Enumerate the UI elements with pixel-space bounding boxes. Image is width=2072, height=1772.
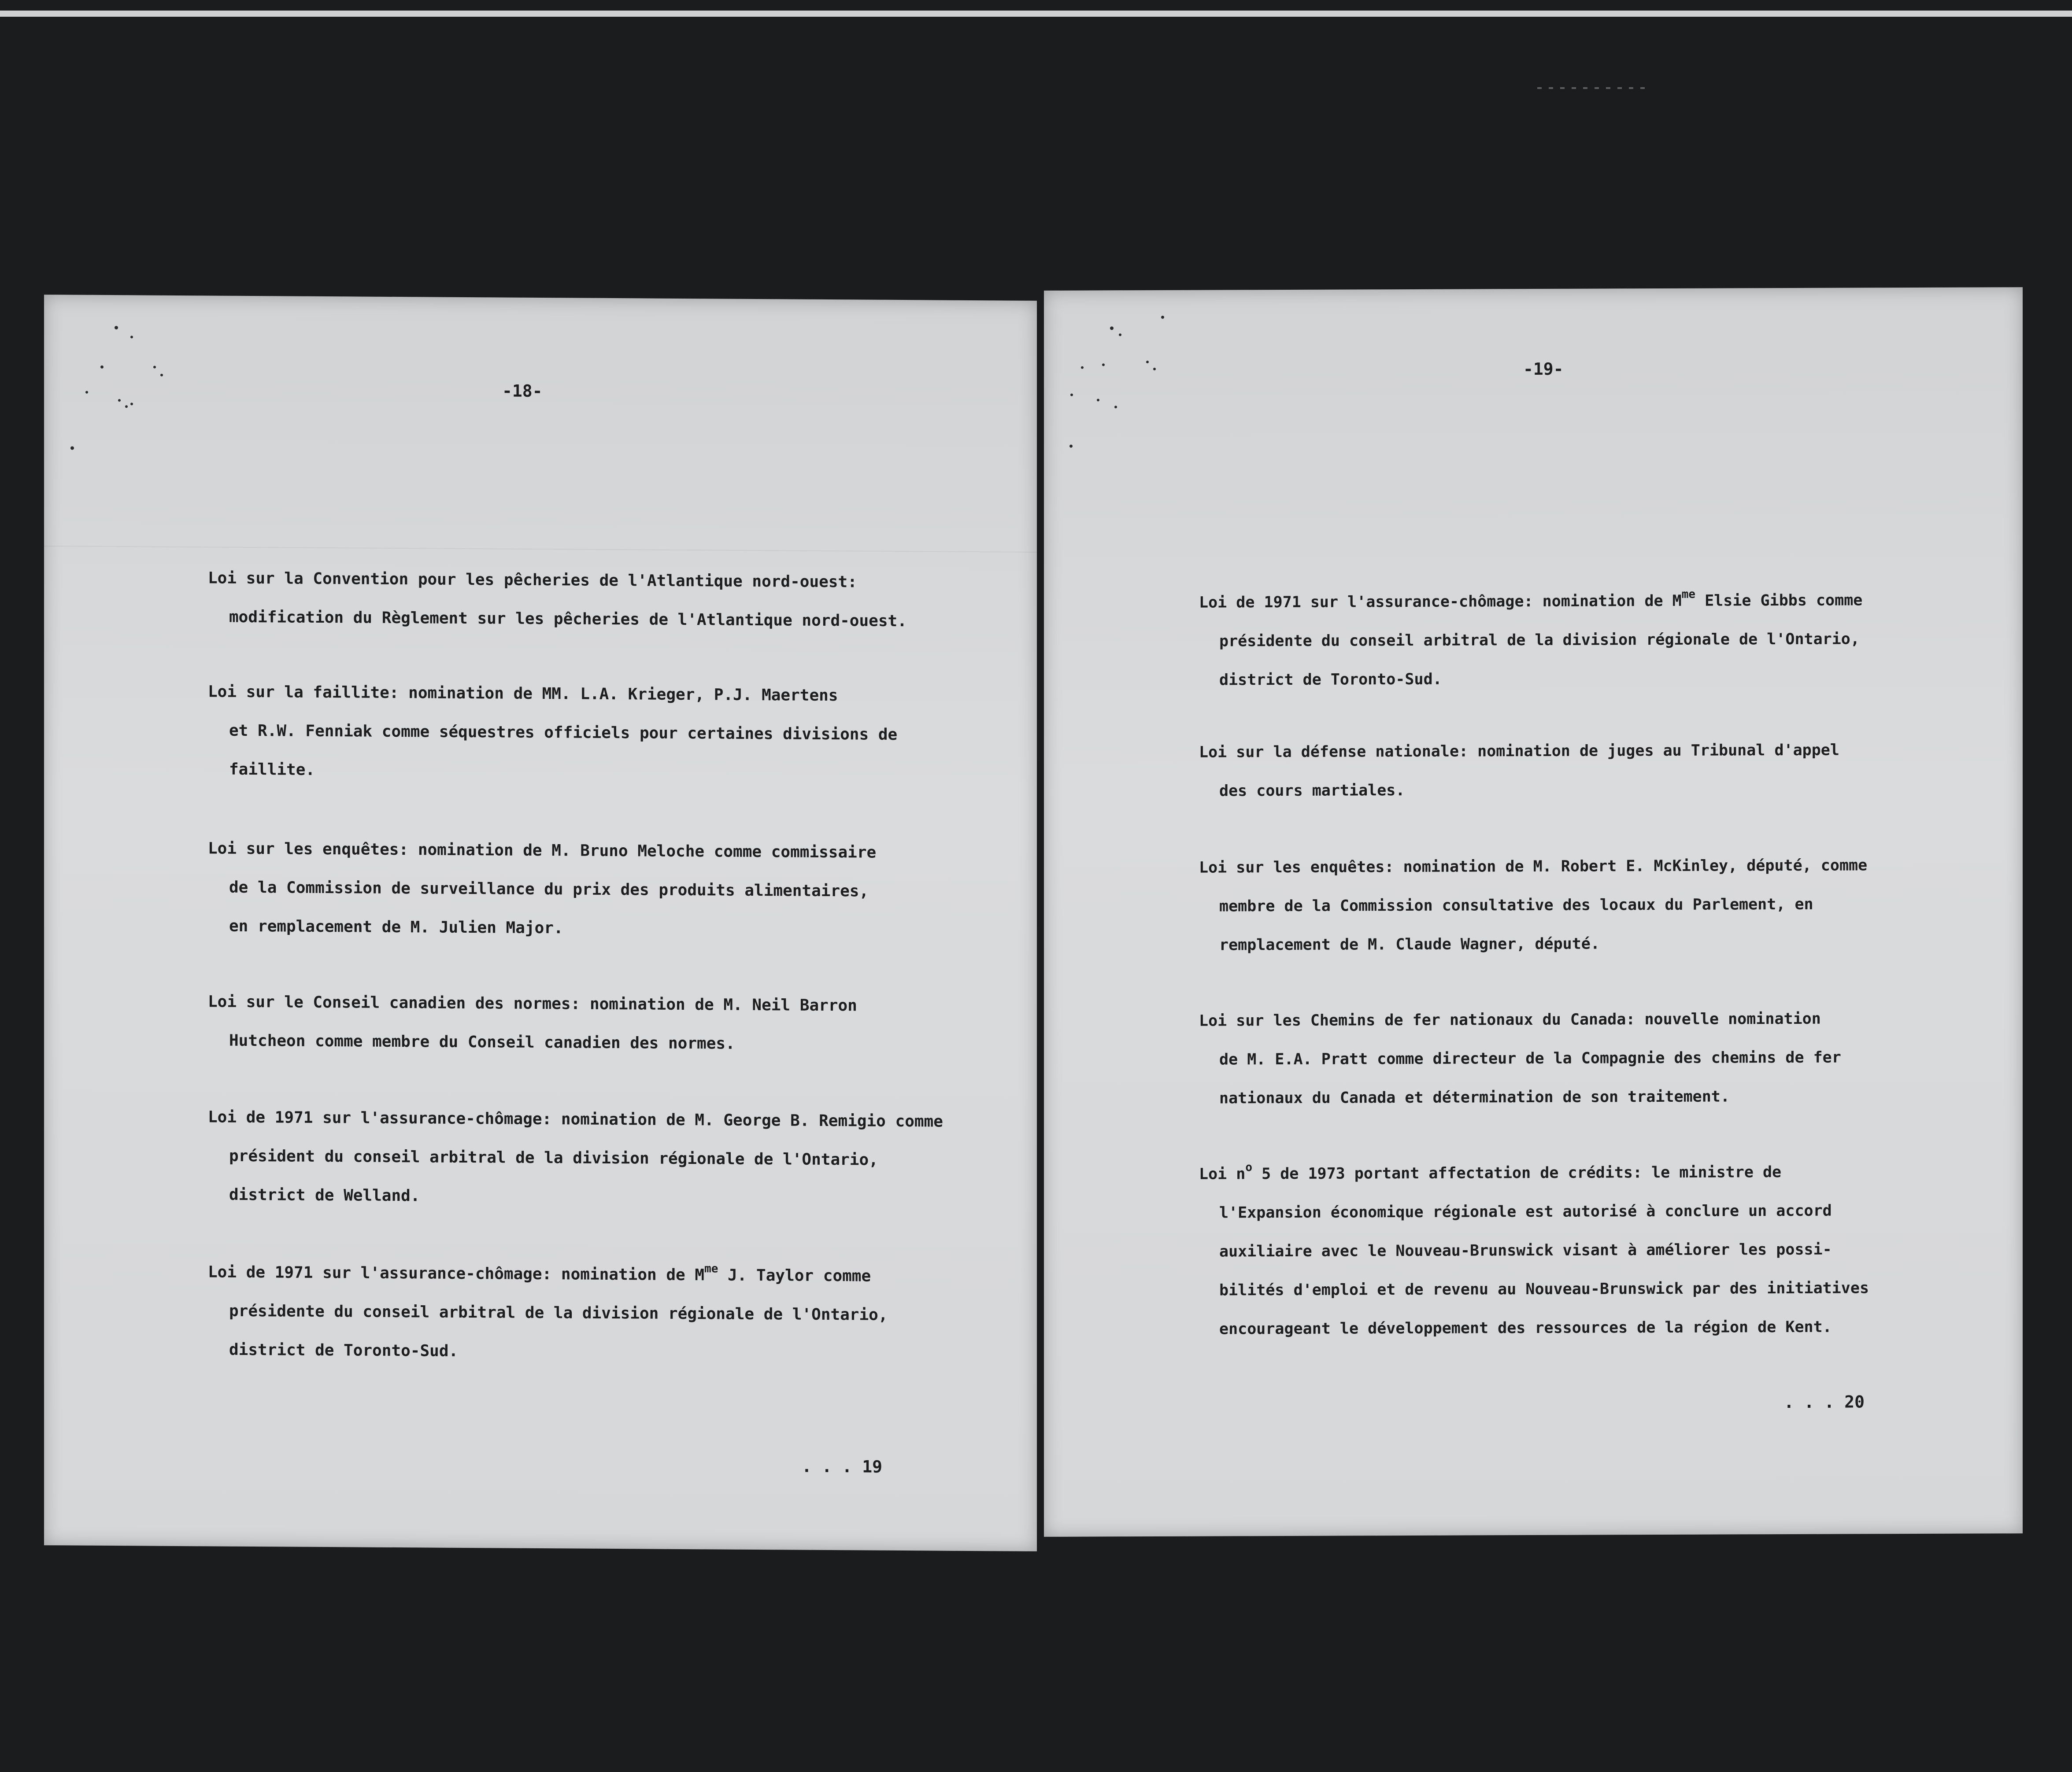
superscript: me [1681,587,1696,601]
page-fold-line [44,546,1037,553]
dust-speck [125,405,128,408]
superscript: o [1245,1161,1253,1174]
dust-speck [160,374,163,377]
dust-speck [118,399,121,402]
entry-line: et R.W. Fenniak comme séquestres officiels pour certaines divisions de [229,721,898,744]
entry-heading-line: Loi sur le Conseil canadien des normes: nomination de M. Neil Barron [208,993,857,1015]
page-19 [1044,287,2023,1537]
entry-line: remplacement de M. Claude Wagner, député. [1219,935,1600,954]
dust-speck [1081,366,1084,369]
film-scratch-marks [1537,87,1652,89]
entry-line: de la Commission de surveillance du prix des produits alimentaires, [229,878,869,901]
dust-speck [1110,326,1114,330]
dust-speck [1153,368,1156,370]
entry-line: auxiliaire avec le Nouveau-Brunswick visant à améliorer les possi- [1219,1240,1832,1261]
entry-line: présidente du conseil arbitral de la division régionale de l'Ontario, [1219,630,1860,650]
entry-line: Hutcheon comme membre du Conseil canadien des normes. [229,1031,735,1053]
entry-heading-line: Loi de 1971 sur l'assurance-chômage: nomination de $M^{me}$ J. Taylor comme [208,1262,871,1285]
dust-speck [153,366,156,369]
entry-heading-line: Loi sur les enquêtes: nomination de M. Bruno Meloche comme commissaire [208,839,877,862]
entry-heading-line: Loi sur la faillite: nomination de MM. L.A. Krieger, P.J. Maertens [208,683,838,705]
dust-speck [1161,316,1164,319]
entry-list [1044,287,2023,1338]
entry-line: l'Expansion économique régionale est autorisé à conclure un accord [1219,1202,1832,1222]
dust-speck [130,402,133,405]
dust-speck [1097,399,1099,401]
entry-line: faillite. [229,760,315,779]
entry-heading-line: Loi $n^o$ 5 de 1973 portant affectation de crédits: le ministre de [1199,1161,1782,1183]
dust-speck [1070,394,1073,396]
superscript: me [704,1262,718,1276]
film-edge-rule [0,11,2072,17]
entry-line: nationaux du Canada et détermination de son traitement. [1219,1088,1730,1108]
continuation-marker: . . . 20 [1784,1392,1865,1412]
entry-line: présidente du conseil arbitral de la division régionale de l'Ontario, [229,1302,888,1324]
entry-line: encourageant le développement des ressources de la région de Kent. [1219,1318,1832,1338]
page-number: -18- [502,381,543,401]
entry-heading-line: Loi de 1971 sur l'assurance-chômage: nomination de M. George B. Remigio comme [208,1108,943,1131]
entry-heading-line: Loi sur la Convention pour les pêcheries de l'Atlantique nord-ouest: [208,569,857,591]
entry-line: président du conseil arbitral de la division régionale de l'Ontario, [229,1147,878,1169]
continuation-marker: . . . 19 [802,1456,883,1477]
dust-speck [70,446,74,450]
entry-line: membre de la Commission consultative des locaux du Parlement, en [1219,895,1813,916]
entry-heading-line: Loi sur les enquêtes: nomination de M. Robert E. McKinley, député, comme [1199,856,1868,877]
entry-line: district de Welland. [229,1185,420,1205]
entry-line: des cours martiales. [1219,782,1405,800]
dust-speck [1069,445,1073,448]
entry-line: district de Toronto-Sud. [1219,670,1442,689]
dust-speck [115,326,118,329]
dust-speck [1146,361,1149,363]
dust-speck [1114,406,1117,408]
entry-heading-line: Loi de 1971 sur l'assurance-chômage: nomination de $M^{me}$ Elsie Gibbs comme [1199,587,1863,612]
entry-line: de M. E.A. Pratt comme directeur de la Compagnie des chemins de fer [1219,1048,1841,1069]
entry-line: district de Toronto-Sud. [229,1340,459,1360]
entry-heading-line: Loi sur les Chemins de fer nationaux du Canada: nouvelle nomination [1199,1010,1821,1030]
dust-speck [100,365,104,369]
entry-line: en remplacement de M. Julien Major. [229,917,563,938]
dust-speck [130,336,133,338]
entry-line: bilités d'emploi et de revenu au Nouveau-Brunswick par des initiatives [1219,1279,1869,1299]
page-number: -19- [1523,359,1564,379]
dust-speck [1102,363,1105,366]
entry-heading-line: Loi sur la défense nationale: nomination de juges au Tribunal d'appel [1199,741,1839,761]
dust-speck [85,391,88,394]
page-18 [44,295,1037,1551]
entry-line: modification du Règlement sur les pêcheries de l'Atlantique nord-ouest. [229,608,907,631]
dust-speck [1119,333,1121,336]
